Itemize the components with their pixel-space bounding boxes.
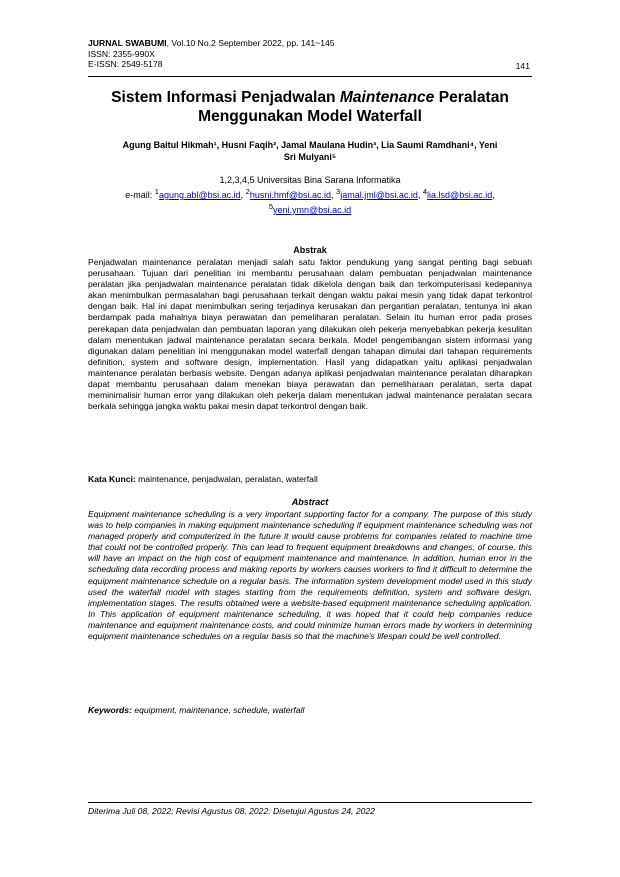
affiliation — [88, 175, 532, 186]
title-part2: Maintenance — [339, 89, 435, 106]
journal-header — [88, 38, 528, 70]
email-sup-2: 2 — [245, 187, 250, 196]
affiliation-text: 1,2,3,4,5 Universitas Bina Sarana Informatika — [219, 175, 401, 185]
authors — [88, 140, 532, 163]
keywords-values: equipment, maintenance, schedule, waterfall — [131, 705, 305, 715]
journal-citation — [88, 38, 528, 49]
paper-title — [88, 88, 532, 126]
email-link-4[interactable]: lia.lsd@bsi.ac.id — [427, 190, 493, 200]
footer-divider — [88, 802, 532, 803]
email-sup-1: 1 — [154, 187, 159, 196]
journal-name: JURNAL SWABUMI — [88, 38, 167, 48]
title-part1: Sistem Informasi Penjadwalan — [111, 89, 340, 106]
email-block: e-mail: $^1$agung.abl@bsi.ac.id, $^2$husni.hmf@bsi.ac.id, $^3$jamal.jml@bsi.ac.id, $^4$lia.lsd@bsi.ac.id, $^5$yeni.ymn@bsi.ac.id — [125, 187, 495, 215]
title-part3: Peralatan — [434, 89, 509, 106]
email-sup-3: 3 — [336, 187, 341, 196]
email-link-5[interactable]: yeni.ymn@bsi.ac.id — [273, 205, 352, 215]
abstract-heading: Abstract — [291, 497, 329, 507]
abstract-body: Equipment maintenance scheduling is a very important supporting factor for a company. The purpose of this study was to help companies in making equipment maintenance scheduling if equipment maintenance scheduling was not managed properly and computerized in the future it would cause problems for companies related to machine time that could not be controlled properly. This can lead to frequent equipment breakdowns and changes, of course, this will have an impact on the high cost of equipment maintenance and maintenance. In addition, human error in the scheduling data recording process and making reports by workers causes workers to find it difficult to determine the equipment maintenance schedule on a regular basis. The information system development model used in this study used the waterfall model with stages starting from the requirements definition, system and software design, implementation stages. The results obtained were a website-based equipment maintenance scheduling application. In This application of equipment maintenance scheduling, it was hoped that it could help companies reduce maintenance and equipment maintenance costs, and could minimize human errors made by workers in determining equipment maintenance schedules on a regular basis so that the machine's lifespan could be well controlled. — [88, 509, 532, 642]
submission-dates: Diterima Juli 08, 2022; Revisi Agustus 08, 2022; Disetujui Agustus 24, 2022 — [88, 806, 375, 816]
keywords — [88, 705, 532, 715]
issn: ISSN: 2355-990X — [88, 48, 155, 59]
page-number: 141 — [515, 61, 530, 71]
kata-kunci-values: maintenance, penjadwalan, peralatan, waterfall — [135, 474, 318, 484]
kata-kunci-label: Kata Kunci: — [88, 474, 136, 484]
authors-line1: Agung Baitul Hikmah¹, Husni Faqih², Jamal Maulana Hudin³, Lia Saumi Ramdhani⁴, Yeni — [122, 140, 498, 150]
authors-line2: Sri Mulyani⁵ — [283, 151, 337, 162]
header-divider — [88, 76, 532, 77]
email-link-3[interactable]: jamal.jml@bsi.ac.id — [340, 190, 418, 200]
abstrak-heading: Abstrak — [293, 245, 327, 255]
eissn: E-ISSN: 2549-5178 — [88, 59, 163, 69]
email-link-1[interactable]: agung.abl@bsi.ac.id — [158, 190, 241, 200]
journal-issue: , Vol.10 No.2 September 2022, pp. 141~145 — [166, 38, 335, 48]
abstrak-body: Penjadwalan maintenance peralatan menjadi salah satu faktor pendukung yang sangat penting bagi sebuah perusahaan. Tujuan dari penelitian ini membantu perusahaan dalam pembuatan penjadwalan maintenance peralatan jika penjadwalan maintenance peralatan tidak dikelola dengan baik dan terkomputerisasi kedepannya akan menimbulkan permasalahan bagi perusahaan terkait dengan waktu pakai mesin yang tidak dapat terkontrol dengan baik. Hal ini dapat menimbulkan sering terjadinya kerusakan dan pergantian peralatan, tentunya ini akan berdampak pada mahalnya biaya perawatan dan pemeliharan peralatan. Selain itu human error pada proses perekapan data penjadwalan dan pembuatan laporan yang dilakukan oleh pekerja menyebabkan pekerja kesulitan dalam menentukan jadwal maintenance peralatan secara berkala. Model pengembangan sistem informasi yang digunakan dalam penelitian ini menggunakan model waterfall dengan tahapan dimulai dari tahapan requirements definition, system and software design, implementation. Hasil yang didapatkan yaitu aplikasi penjadwalan maintenance peralatan berbasis website. Dengan adanya aplikasi penjadwalan maintenance peralatan diharapkan dapat membantu perusahaan dalam menekan biaya perawatan dan pemeliharaan peralatan, serta dapat meminimalisir human error yang dilakukan oleh pekerja dalam menentukan jadwal maintenance peralatan secara berkala sehingga jangka waktu pakai mesin dapat terkontrol dengan baik. — [88, 257, 532, 412]
kata-kunci — [88, 474, 532, 484]
email-sup-5: 5 — [268, 202, 273, 211]
email-link-2[interactable]: husni.hmf@bsi.ac.id — [249, 190, 332, 200]
email-sup-4: 4 — [422, 187, 428, 196]
keywords-label: Keywords: — [88, 705, 132, 715]
email-prefix: e-mail: — [125, 190, 155, 200]
title-line2: Menggunakan Model Waterfall — [198, 108, 422, 125]
